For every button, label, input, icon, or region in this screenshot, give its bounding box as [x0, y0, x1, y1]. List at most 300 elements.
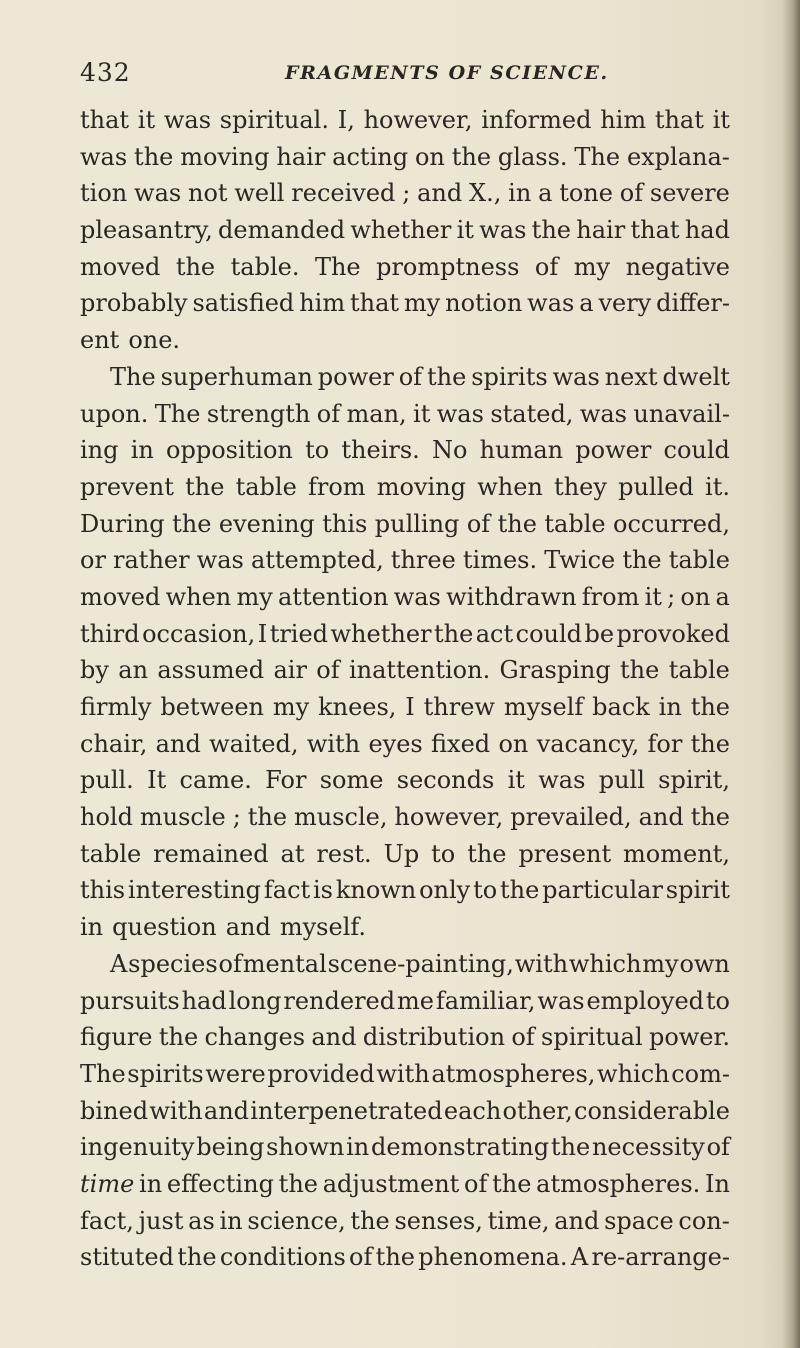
word: each: [443, 1096, 502, 1125]
word: pleasantry,: [80, 216, 213, 245]
word: phenomena.: [418, 1243, 568, 1272]
word: In: [705, 1169, 730, 1198]
page-number: 432: [80, 58, 131, 87]
word: to: [305, 436, 330, 465]
word: it.: [705, 472, 730, 501]
word: Up: [383, 839, 420, 868]
word: that: [349, 289, 400, 318]
running-title: FRAGMENTS OF SCIENCE.: [285, 62, 609, 84]
word: in: [219, 1206, 243, 1235]
word: received: [291, 179, 396, 208]
text-line: [80, 1129, 730, 1166]
text-line: [80, 322, 730, 359]
word: dwelt: [662, 362, 730, 391]
word: species: [128, 949, 218, 978]
word: During: [80, 509, 165, 538]
text-line: [80, 762, 730, 799]
word: explana-: [626, 142, 730, 171]
word: table: [235, 472, 297, 501]
word: assumed: [157, 656, 265, 685]
word: I,: [337, 106, 355, 134]
word: unavail-: [633, 399, 730, 428]
word: the: [175, 252, 216, 281]
word: re-arrange-: [591, 1243, 730, 1272]
word: other,: [502, 1096, 573, 1125]
word: it: [712, 106, 730, 134]
text-line: [80, 1019, 730, 1056]
word: on: [680, 582, 711, 611]
text-line: [80, 983, 730, 1020]
word: him: [600, 106, 647, 134]
word: com-: [671, 1059, 730, 1088]
word: the: [185, 472, 225, 501]
text-line: [80, 872, 730, 909]
word: the: [467, 839, 507, 868]
word: necessity: [591, 1133, 705, 1162]
word: The: [110, 362, 156, 391]
word: the: [492, 1169, 532, 1198]
word: muscle: [139, 803, 226, 832]
text-line: [80, 212, 730, 249]
word: pull.: [80, 766, 134, 795]
word: The: [80, 1059, 126, 1088]
text-line: [80, 1203, 730, 1240]
word: it: [137, 106, 156, 134]
word: the: [426, 362, 467, 391]
word: demonstrating: [371, 1133, 550, 1162]
word: a: [715, 582, 730, 611]
word: was: [552, 362, 600, 391]
word: threw: [423, 693, 495, 721]
word: moved: [80, 582, 161, 611]
word: was: [479, 216, 527, 245]
word: power.: [648, 1023, 730, 1052]
word: of: [466, 509, 491, 538]
word: long: [228, 986, 282, 1015]
text-line: [80, 1166, 730, 1203]
word: pulling: [374, 509, 460, 538]
word: between: [160, 693, 264, 721]
word: Twice: [544, 546, 616, 575]
word: not: [188, 179, 228, 208]
word: science,: [247, 1206, 346, 1235]
word: next: [604, 362, 658, 391]
word: informed: [481, 106, 592, 134]
word: attention: [278, 582, 389, 611]
word: fact,: [80, 1206, 134, 1235]
word: whether: [330, 619, 432, 648]
word: glass.: [497, 142, 568, 171]
word: of: [706, 1133, 730, 1162]
word: tried: [269, 619, 329, 648]
word: attempted,: [250, 546, 384, 575]
word: atmospheres,: [431, 1059, 596, 1088]
word: time,: [487, 1206, 550, 1235]
word: one.: [128, 326, 181, 355]
word: the: [433, 619, 474, 648]
word: when: [165, 582, 232, 611]
word: promptness: [376, 252, 520, 281]
word: A: [570, 1243, 589, 1272]
word: from: [581, 582, 640, 611]
word: the: [622, 546, 662, 575]
text-line: [80, 689, 730, 726]
word: hair: [276, 142, 326, 171]
word: was: [134, 179, 182, 208]
word: spirit,: [658, 766, 730, 795]
word: that: [80, 106, 130, 134]
word: negative: [625, 252, 730, 281]
word: was: [538, 766, 586, 795]
word: strength: [206, 399, 311, 428]
word: in: [80, 913, 104, 942]
word: that: [654, 106, 704, 134]
word: waited,: [209, 729, 299, 758]
text-line: [80, 139, 730, 176]
word: tone: [559, 179, 613, 208]
word: the: [690, 729, 730, 758]
word: some: [319, 766, 384, 795]
word: question: [112, 913, 217, 942]
word: to: [431, 839, 456, 868]
word: table: [668, 546, 730, 575]
word: a: [579, 289, 594, 318]
word: ingenuity: [80, 1133, 195, 1162]
word: of: [218, 949, 242, 978]
word: at: [280, 839, 305, 868]
word: however,: [363, 106, 473, 134]
word: my: [403, 289, 441, 318]
word: man,: [346, 399, 407, 428]
word: table: [80, 839, 142, 868]
text-line: [80, 359, 730, 396]
word: times.: [462, 546, 538, 575]
text-line: [80, 836, 730, 873]
text-line: [80, 506, 730, 543]
word: moved: [80, 252, 161, 281]
word: was: [163, 106, 212, 134]
word: be: [584, 619, 615, 648]
word: knees,: [318, 693, 397, 721]
word: and: [311, 1023, 357, 1052]
word: or: [80, 546, 106, 575]
word: the: [451, 142, 492, 171]
text-line: [80, 249, 730, 286]
word: for: [647, 729, 683, 758]
word: the: [690, 803, 730, 832]
word: of: [349, 1243, 373, 1272]
word: chair,: [80, 729, 148, 758]
word: in: [508, 179, 532, 208]
word: came.: [179, 766, 252, 795]
word: it: [644, 582, 662, 611]
word: rendered: [283, 986, 396, 1015]
word: provided: [267, 1059, 375, 1088]
word: fixed: [431, 729, 491, 758]
text-line: [80, 1056, 730, 1093]
word: occurred,: [613, 509, 730, 538]
word: pulled: [618, 472, 694, 501]
word: seconds: [396, 766, 495, 795]
word: the: [550, 1133, 591, 1162]
word: effecting: [166, 1169, 274, 1198]
word: as: [188, 1206, 215, 1235]
word: the: [531, 216, 571, 245]
word: very: [598, 289, 652, 318]
word: was: [436, 399, 484, 428]
word: muscle,: [293, 803, 388, 832]
word: I: [257, 619, 268, 648]
word: ing: [80, 436, 119, 465]
word: three: [390, 546, 456, 575]
text-line: [80, 652, 730, 689]
word: moment,: [623, 839, 730, 868]
word: interesting: [127, 876, 262, 905]
word: A: [110, 949, 128, 978]
word: senses,: [394, 1206, 483, 1235]
word: my: [272, 693, 310, 721]
word: acting: [332, 142, 409, 171]
text-line: [80, 799, 730, 836]
word: and: [155, 729, 201, 758]
word: space: [604, 1206, 674, 1235]
word: hold: [80, 803, 133, 832]
word: For: [265, 766, 307, 795]
word: was: [80, 142, 128, 171]
word: mental: [242, 949, 327, 978]
word: The: [314, 252, 361, 281]
word: of: [316, 399, 341, 428]
word: ;: [232, 803, 241, 832]
word: figure: [80, 1023, 153, 1052]
word: tion: [80, 179, 128, 208]
word: the: [177, 1243, 217, 1272]
word: shown: [266, 1133, 345, 1162]
word: of: [511, 1023, 535, 1052]
text-line: [80, 909, 730, 946]
word: was: [579, 399, 627, 428]
word: pursuits: [80, 986, 180, 1015]
word: con-: [678, 1206, 730, 1235]
word: of: [619, 179, 644, 208]
word: employed: [586, 986, 705, 1015]
word: of: [464, 1169, 488, 1198]
word: moving: [376, 472, 466, 501]
word: the: [375, 1243, 415, 1272]
word: power: [317, 362, 394, 391]
word: moving: [180, 142, 270, 171]
word: in: [346, 1133, 370, 1162]
word: The: [574, 142, 621, 171]
word: this: [80, 876, 126, 905]
word: the: [690, 693, 730, 721]
word: X.,: [469, 179, 502, 208]
word: satisfied: [192, 289, 295, 318]
word: fact: [263, 876, 311, 905]
word: which: [597, 1059, 670, 1088]
word: hair: [576, 216, 626, 245]
text-line: [80, 1239, 730, 1276]
word: it: [507, 766, 525, 795]
page-header: [80, 58, 730, 90]
word: and: [638, 803, 684, 832]
word: prevent: [80, 472, 174, 501]
word: being: [196, 1133, 265, 1162]
word: the: [247, 803, 288, 832]
word: of: [534, 252, 559, 281]
text-line: [80, 542, 730, 579]
text-line: [80, 579, 730, 616]
word: could: [663, 436, 730, 465]
word: Grasping: [499, 656, 611, 685]
word: my: [642, 949, 679, 978]
word: and: [203, 1096, 250, 1125]
word: known: [335, 876, 417, 905]
word: that: [630, 216, 680, 245]
word: pull: [598, 766, 645, 795]
word: in: [139, 1169, 163, 1198]
word: time: [80, 1169, 135, 1198]
word: severe: [649, 179, 730, 208]
word: the: [497, 509, 537, 538]
word: power: [575, 436, 652, 465]
word: it: [456, 216, 474, 245]
word: eyes: [368, 729, 423, 758]
word: own: [679, 949, 730, 978]
word: with: [376, 1059, 430, 1088]
word: with: [514, 949, 569, 978]
word: with: [149, 1096, 203, 1125]
word: on: [414, 142, 445, 171]
word: it: [413, 399, 431, 428]
word: firmly: [80, 693, 152, 721]
word: the: [172, 509, 212, 538]
word: probably: [80, 289, 188, 318]
text-line: [80, 432, 730, 469]
word: spirits: [471, 362, 548, 391]
word: superhuman: [160, 362, 313, 391]
word: to: [705, 986, 730, 1015]
word: him: [299, 289, 346, 318]
word: the: [499, 876, 540, 905]
word: the: [620, 656, 660, 685]
word: It: [147, 766, 167, 795]
word: scene-painting,: [327, 949, 514, 978]
word: I: [405, 693, 415, 721]
word: had: [684, 216, 730, 245]
word: my: [573, 252, 611, 281]
word: adjustment: [322, 1169, 460, 1198]
word: and: [554, 1206, 600, 1235]
word: well: [234, 179, 285, 208]
word: spiritual: [541, 1023, 643, 1052]
word: this: [322, 509, 368, 538]
word: rest.: [316, 839, 372, 868]
word: withdrawn: [446, 582, 577, 611]
word: back: [592, 693, 650, 721]
word: and: [225, 913, 271, 942]
word: whether: [350, 216, 452, 245]
text-line: [80, 1093, 730, 1130]
word: ;: [667, 582, 676, 611]
word: distribution: [362, 1023, 506, 1052]
word: opposition: [166, 436, 293, 465]
word: evening: [218, 509, 315, 538]
word: ent: [80, 326, 120, 355]
word: interpenetrated: [250, 1096, 443, 1125]
word: spirit: [665, 876, 730, 905]
word: however,: [394, 803, 504, 832]
page-edge-shadow: [782, 0, 800, 1348]
word: bined: [80, 1096, 149, 1125]
word: just: [138, 1206, 184, 1235]
word: is: [312, 876, 333, 905]
word: table: [668, 656, 730, 685]
word: of: [316, 656, 340, 685]
word: my: [236, 582, 273, 611]
word: was: [537, 986, 585, 1015]
text-line: [80, 469, 730, 506]
word: was: [527, 289, 575, 318]
word: the: [278, 1169, 318, 1198]
word: was: [393, 582, 441, 611]
word: which: [568, 949, 642, 978]
word: in: [130, 436, 154, 465]
text-line: [80, 616, 730, 653]
word: air: [273, 656, 307, 685]
word: from: [307, 472, 366, 501]
text-line: [80, 175, 730, 212]
word: an: [118, 656, 149, 685]
word: remained: [153, 839, 269, 868]
word: differ-: [656, 289, 730, 318]
word: theirs.: [341, 436, 420, 465]
word: spirits: [127, 1059, 204, 1088]
word: when: [477, 472, 543, 501]
word: to: [473, 876, 498, 905]
word: in: [658, 693, 682, 721]
word: me: [396, 986, 434, 1015]
text-line: [80, 726, 730, 763]
word: by: [80, 656, 109, 685]
word: spiritual.: [219, 106, 329, 134]
word: The: [154, 399, 201, 428]
body-text: [80, 102, 730, 1276]
word: provoked: [616, 619, 730, 648]
word: vacancy,: [536, 729, 640, 758]
word: of: [398, 362, 423, 391]
word: had: [181, 986, 227, 1015]
word: they: [554, 472, 607, 501]
word: table: [544, 509, 606, 538]
word: occasion,: [142, 619, 256, 648]
word: prevailed,: [510, 803, 632, 832]
text-line: [80, 102, 730, 139]
word: human: [479, 436, 564, 465]
word: demanded: [218, 216, 346, 245]
word: with: [306, 729, 361, 758]
word: atmospheres.: [536, 1169, 701, 1198]
text-line: [80, 396, 730, 433]
word: third: [80, 619, 140, 648]
word: on: [498, 729, 529, 758]
word: only: [419, 876, 471, 905]
word: could: [515, 619, 583, 648]
word: was: [196, 546, 244, 575]
word: the: [134, 142, 174, 171]
word: myself: [503, 693, 584, 721]
word: and: [417, 179, 463, 208]
